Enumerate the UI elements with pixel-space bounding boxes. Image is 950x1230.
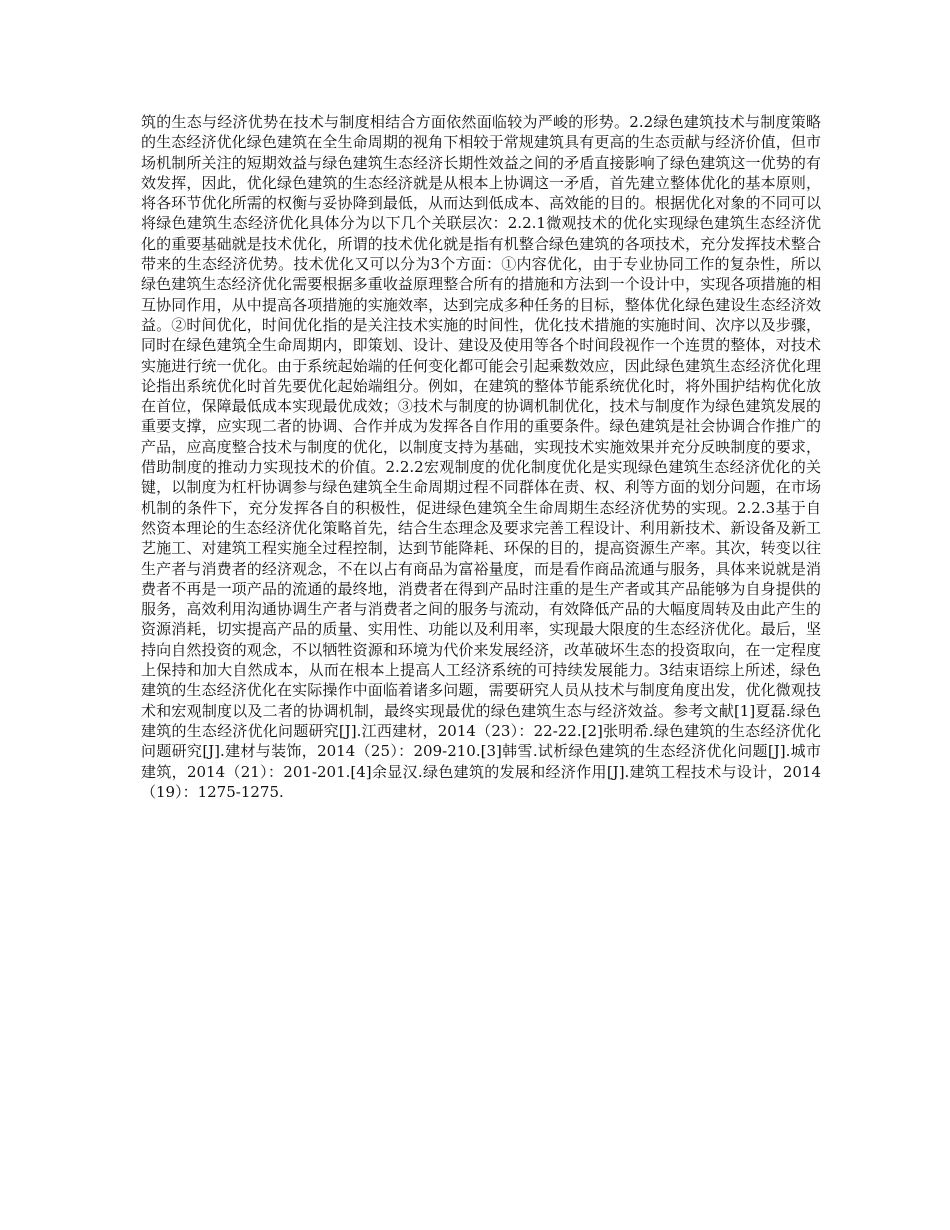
body-text: 筑的生态与经济优势在技术与制度相结合方面依然面临较为严峻的形势。2.2绿色建筑技术与制度策略的生态经济优化绿色建筑在全生命周期的视角下相较于常规建筑具有更高的生态贡献与经济价值，但市场机制所关注的短期效益与绿色建筑生态经济长期性效益之间的矛盾直接影响了绿色建筑这一优势的有效发挥，因此，优化绿色建筑的生态经济就是从根本上协调这一矛盾，首先建立整体优化的基本原则，将各环节优化所需的权衡与妥协降到最低，从而达到低成本、高效能的目的。根据优化对象的不同可以将绿色建筑生态经济优化具体分为以下几个关联层次：2.2.1微观技术的优化实现绿色建筑生态经济优化的重要基础就是技术优化，所谓的技术优化就是指有机整合绿色建筑的各项技术，充分发挥技术整合带来的生态经济优势。技术优化又可以分为3个方面：①内容优化，由于专业协同工作的复杂性，所以绿色建筑生态经济优化需要根据多重收益原理整合所有的措施和方法到一个设计中，实现各项措施的相互协同作用，从中提高各项措施的实施效率，达到完成多种任务的目标，整体优化绿色建设生态经济效益。②时间优化，时间优化指的是关注技术实施的时间性，优化技术措施的实施时间、次序以及步骤，同时在绿色建筑全生命周期内，即策划、设计、建设及使用等各个时间段视作一个连贯的整体，对技术实施进行统一优化。由于系统起始端的任何变化都可能会引起乘数效应，因此绿色建筑生态经济优化理论指出系统优化时首先要优化起始端组分。例如，在建筑的整体节能系统优化时，将外围护结构优化放在首位，保障最低成本实现最优成效；③技术与制度的协调机制优化，技术与制度作为绿色建筑发展的重要支撑，应实现二者的协调、合作并成为发挥各自作用的重要条件。绿色建筑是社会协调合作推广的产品，应高度整合技术与制度的优化，以制度支持为基础，实现技术实施效果并充分反映制度的要求，借助制度的推动力实现技术的价值。2.2.2宏观制度的优化制度优化是实现绿色建筑生态经济优化的关键，以制度为杠杆协调参与绿色建筑全生命周期过程不同群体在责、权、利等方面的划分问题，在市场机制的条件下，充分发挥各自的积极性，促进绿色建筑全生命周期生态经济优势的实现。2.2.3基于自然资本理论的生态经济优化策略首先，结合生态理念及要求完善工程设计、利用新技术、新设备及新工艺施工、对建筑工程实施全过程控制，达到节能降耗、环保的目的，提高资源生产率。其次，转变以往生产者与消费者的经济观念，不在以占有商品为富裕量度，而是看作商品流通与服务，具体来说就是消费者不再是一项产品的流通的最终地，消费者在得到产品时注重的是生产者或其产品能够为自身提供的服务，高效利用沟通协调生产者与消费者之间的服务与流动，有效降低产品的大幅度周转及由此产生的资源消耗，切实提高产品的质量、实用性、功能以及利用率，实现最大限度的生态经济优化。最后，坚持向自然投资的观念，不以牺牲资源和环境为代价来发展经济，改革破坏生态的投资取向，在一定程度上保持和加大自然成本，从而在根本上提高人工经济系统的可持续发展能力。3结束语综上所述，绿色建筑的生态经济优化在实际操作中面临着诸多问题，需要研究人员从技术与制度角度出发，优化微观技术和宏观制度以及二者的协调机制，最终实现最优的绿色建筑生态与经济效益。参考文献[1]夏磊.绿色建筑的生态经济优化问题研究[J].江西建材，2014（23）：22-22.[2]张明希.绿色建筑的生态经济优化问题研究[J].建材与装饰，2014（25）：209-210.[3]韩雪.试析绿色建筑的生态经济优化问题[J].城市建筑，2014（21）：201-201.[4]余显汉.绿色建筑的发展和经济作用[J].建筑工程技术与设计，2014（19）：1275-1275.	[141, 113, 821, 801]
